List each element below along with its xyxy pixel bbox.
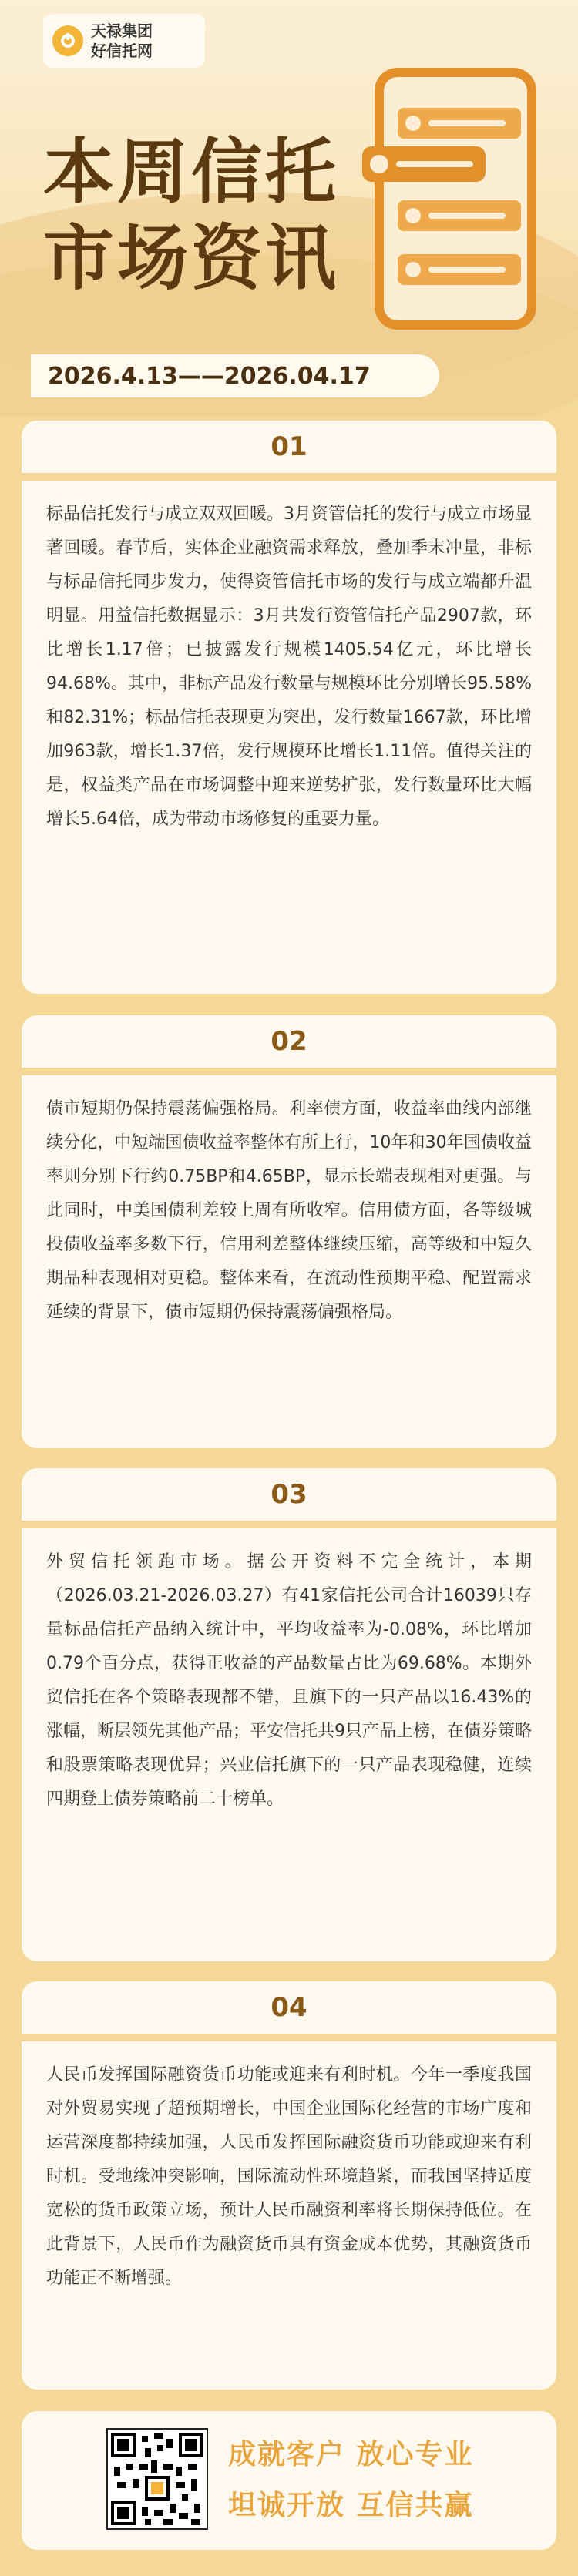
news-card-1 [22, 421, 556, 994]
card-text: 外贸信托领跑市场。据公开资料不完全统计，本期（2026.03.21-2026.03.27）有41家信托公司合计16039只存量标品信托产品纳入统计中，平均收益率为-0.08%，环比增加0.79个百分点，获得正收益的产品数量占比为69.68%。本期外贸信托在各个策略表现都不错，且旗下的一只产品以16.43%的涨幅，断层领先其他产品；平安信托共9只产品上榜，在债券策略和股票策略表现优异；兴业信托旗下的一只产品表现稳健，连续四期登上债券策略前二十榜单。 [46, 1552, 532, 1809]
news-card-4 [22, 1981, 556, 2390]
brand-logo [43, 14, 205, 68]
brand-name-line2: 好信托网 [91, 42, 153, 60]
news-card-2 [22, 1015, 556, 1448]
brand-name-line1: 天禄集团 [91, 22, 153, 40]
card-text: 标品信托发行与成立双双回暖。3月资管信托的发行与成立市场显著回暖。春节后，实体企业融资需求释放，叠加季末冲量，非标与标品信托同步发力，使得资管信托市场的发行与成立端都升温明显。用益信托数据显示：3月共发行资管信托产品2907款，环比增长1.17倍；已披露发行规模1405.54亿元，环比增长94.68%。其中，非标产品发行数量与规模环比分别增长95.58%和82.31%；标品信托表现更为突出，发行数量1667款，环比增加963款，增长1.37倍，发行规模环比增长1.11倍。值得关注的是，权益类产品在市场调整中迎来逆势扩张，发行数量环比大幅增长5.64倍，成为带动市场修复的重要力量。 [46, 505, 532, 829]
card-text: 债市短期仍保持震荡偏强格局。利率债方面，收益率曲线内部继续分化，中短端国债收益率整体有所上行，10年和30年国债收益率则分别下行约0.75BP和4.65BP，显示长端表现相对更强。与此同时，中美国债利差较上周有所收窄。信用债方面，各等级城投债收益率多数下行，信用利差整体继续压缩，高等级和中短久期品种表现相对更稳。整体来看，在流动性预期平稳、配置需求延续的背景下，债市短期仍保持震荡偏强格局。 [46, 1099, 532, 1322]
card-divider [22, 473, 556, 481]
page-title-line1: 本周信托 [43, 131, 340, 213]
slogan-line2: 坦诚开放 互信共赢 [228, 2490, 474, 2521]
phone-illustration-icon [375, 68, 536, 330]
card-number: 02 [271, 1026, 307, 1057]
card-divider [22, 1068, 556, 1075]
chat-bubble-icon [362, 146, 486, 182]
footer-card [22, 2411, 556, 2550]
header-banner [0, 0, 578, 416]
card-text: 人民币发挥国际融资货币功能或迎来有利时机。今年一季度我国对外贸易实现了超预期增长，中国企业国际化经营的市场广度和运营深度都持续加强，人民币发挥国际融资货币功能或迎来有利时机。受地缘冲突影响，国际流动性环境趋紧，而我国坚持适度宽松的货币政策立场，预计人民币融资利率将长期保持低位。在此背景下，人民币作为融资货币具有资金成本优势，其融资货币功能正不断增强。 [46, 2065, 532, 2288]
qr-code-icon [106, 2428, 208, 2530]
card-divider [22, 2034, 556, 2041]
card-divider [22, 1521, 556, 1528]
coin-icon [52, 25, 83, 56]
page-title-line2: 市场资讯 [43, 217, 340, 300]
card-number: 04 [271, 1992, 307, 2023]
card-number: 01 [271, 431, 307, 462]
slogan-line1: 成就客户 放心专业 [228, 2439, 474, 2470]
news-card-3 [22, 1468, 556, 1961]
date-range: 2026.4.13——2026.04.17 [31, 354, 439, 397]
card-number: 03 [271, 1479, 307, 1510]
